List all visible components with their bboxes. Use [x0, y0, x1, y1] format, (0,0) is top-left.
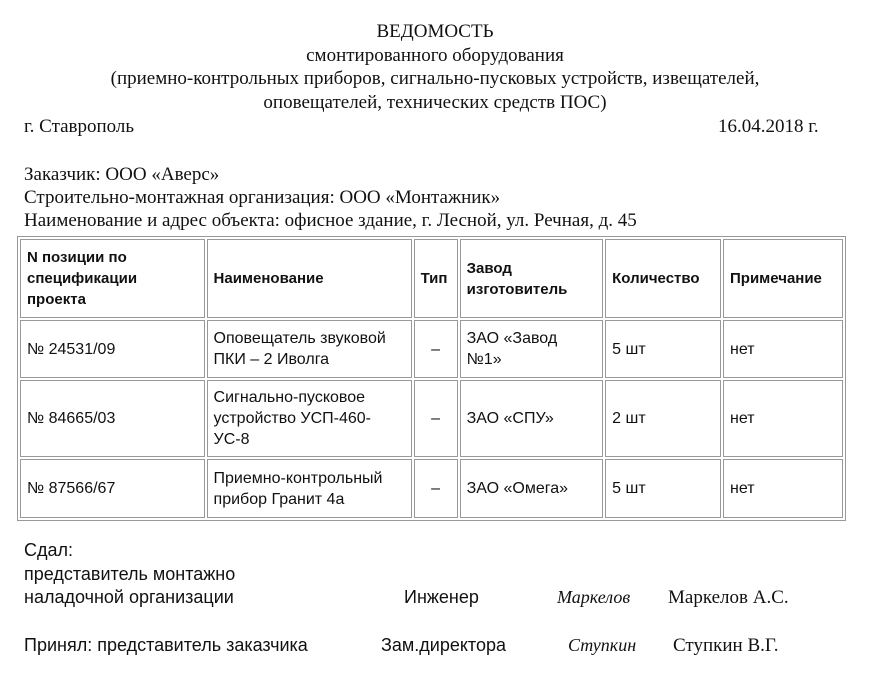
- accepted-name: Ступкин В.Г.: [673, 635, 779, 656]
- date: 16.04.2018 г.: [718, 116, 819, 137]
- handed-role: Инженер: [404, 587, 479, 607]
- cell-maker: ЗАО «Омега»: [460, 459, 604, 518]
- city: г. Ставрополь: [24, 116, 135, 137]
- header-maker: Завод изготовитель: [460, 239, 604, 318]
- handed-org-line-1: представитель монтажно: [24, 564, 236, 584]
- header-note: Примечание: [723, 239, 843, 318]
- cell-name: Оповещатель звуковой ПКИ – 2 Иволга: [207, 320, 412, 378]
- cell-type: –: [414, 459, 458, 518]
- cell-type: –: [414, 380, 458, 457]
- header-type: Тип: [414, 239, 458, 318]
- contractor-line: Строительно-монтажная организация: ООО «Монтажник»: [24, 187, 501, 208]
- cell-position: № 84665/03: [20, 380, 205, 457]
- cell-name: Приемно-контрольный прибор Гранит 4а: [207, 459, 412, 518]
- cell-position: № 24531/09: [20, 320, 205, 378]
- cell-quantity: 5 шт: [605, 459, 721, 518]
- header-position: N позиции по спецификации проекта: [20, 239, 205, 318]
- cell-note: нет: [723, 380, 843, 457]
- table-row: [20, 320, 843, 378]
- customer-line: Заказчик: ООО «Аверс»: [24, 164, 220, 185]
- cell-maker: ЗАО «СПУ»: [460, 380, 604, 457]
- cell-name: Сигнально-пусковое устройство УСП-460-УС-8: [207, 380, 412, 457]
- cell-position: № 87566/67: [20, 459, 205, 518]
- table-row: [20, 380, 843, 457]
- handed-label: Сдал:: [24, 540, 74, 560]
- object-line: Наименование и адрес объекта: офисное здание, г. Лесной, ул. Речная, д. 45: [24, 210, 637, 231]
- cell-type: –: [414, 320, 458, 378]
- cell-note: нет: [723, 459, 843, 518]
- document-subtitle-3: оповещателей, технических средств ПОС): [263, 92, 607, 113]
- handed-org-line-2: наладочной организации: [24, 587, 234, 607]
- cell-quantity: 5 шт: [605, 320, 721, 378]
- accepted-label: Принял: представитель заказчика: [24, 635, 308, 655]
- handed-signature: Маркелов: [557, 587, 631, 607]
- handed-name: Маркелов А.С.: [668, 587, 789, 608]
- table-header-row: [20, 239, 843, 318]
- equipment-table: [17, 236, 846, 521]
- accepted-role: Зам.директора: [381, 635, 506, 655]
- cell-quantity: 2 шт: [605, 380, 721, 457]
- header-quantity: Количество: [605, 239, 721, 318]
- accepted-signature: Ступкин: [568, 635, 637, 655]
- table-row: [20, 459, 843, 518]
- document-title: ВЕДОМОСТЬ: [376, 21, 494, 42]
- document-subtitle-1: смонтированного оборудования: [306, 45, 564, 66]
- document-subtitle-2: (приемно-контрольных приборов, сигнально-пусковых устройств, извещателей,: [110, 68, 760, 89]
- cell-maker: ЗАО «Завод №1»: [460, 320, 604, 378]
- cell-note: нет: [723, 320, 843, 378]
- header-name: Наименование: [207, 239, 412, 318]
